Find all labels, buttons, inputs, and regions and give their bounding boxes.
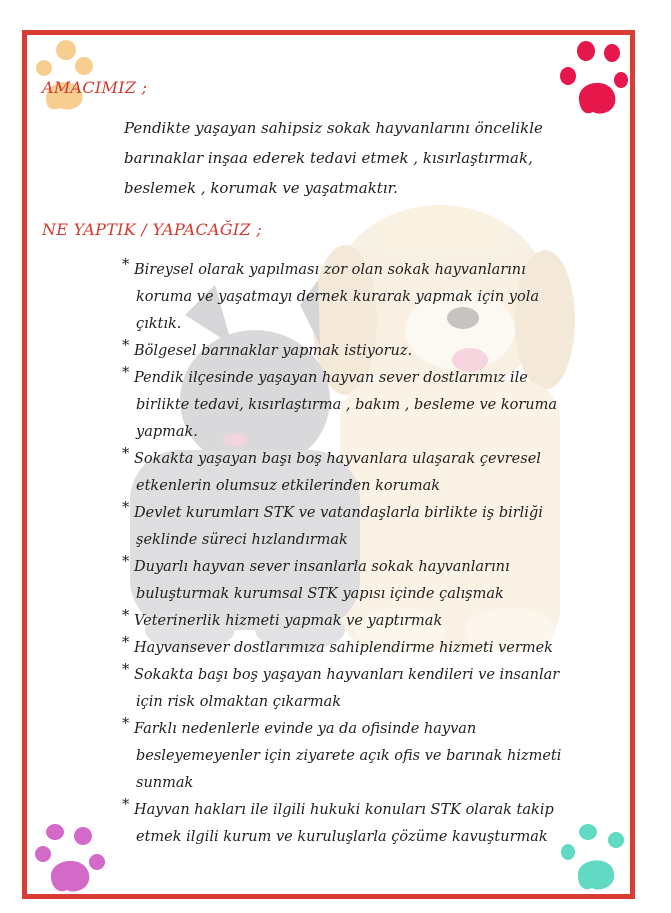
bullet-star: *: [122, 797, 130, 813]
list-item-line: Sokakta başı boş yaşayan hayvanları kendileri ve insanlar: [134, 667, 560, 683]
list-item-line: besleyemeyenler için ziyarete açık ofis ve barınak hizmeti: [136, 748, 562, 764]
list-item: [122, 446, 602, 500]
list-item-line: Hayvansever dostlarımıza sahiplendirme hizmeti vermek: [134, 640, 553, 656]
bullet-star: *: [122, 608, 130, 624]
bullet-star: *: [122, 257, 130, 273]
list-item-line: Devlet kurumları STK ve vatandaşlarla birlikte iş birliği: [134, 505, 543, 521]
bullet-star: *: [122, 500, 130, 516]
bullet-star: *: [122, 365, 130, 381]
list-item-line: Farklı nedenlerle evinde ya da ofisinde hayvan: [134, 721, 477, 737]
list-item: [122, 338, 602, 365]
list-item-line: Bölgesel barınaklar yapmak istiyoruz.: [134, 343, 413, 359]
list-item: [122, 797, 602, 851]
list-item-line: Hayvan hakları ile ilgili hukuki konuları STK olarak takip: [134, 802, 554, 818]
bullet-star: *: [122, 662, 130, 678]
bullet-star: *: [122, 446, 130, 462]
list-item-line: Sokakta yaşayan başı boş hayvanlara ulaşarak çevresel: [134, 451, 541, 467]
list-item: [122, 635, 602, 662]
list-item-line: için risk olmaktan çıkarmak: [136, 694, 342, 710]
section-heading-goal: AMACIMIZ ;: [42, 78, 148, 97]
goal-paragraph: [124, 113, 543, 203]
list-item: [122, 716, 602, 797]
list-item-line: şeklinde süreci hızlandırmak: [136, 532, 348, 548]
list-item: [122, 608, 602, 635]
list-item-line: sunmak: [136, 775, 194, 791]
list-item-line: etmek ilgili kurum ve kuruluşlarla çözüme kavuşturmak: [136, 829, 548, 845]
list-item: [122, 662, 602, 716]
list-item-line: buluşturmak kurumsal STK yapısı içinde çalışmak: [136, 586, 504, 602]
section-heading-actions: NE YAPTIK / YAPACAĞIZ ;: [42, 220, 263, 239]
list-item: [122, 257, 602, 338]
bullet-star: *: [122, 716, 130, 732]
actions-list: [122, 257, 602, 851]
list-item-line: Veterinerlik hizmeti yapmak ve yaptırmak: [134, 613, 443, 629]
list-item-line: Bireysel olarak yapılması zor olan sokak hayvanlarını: [134, 262, 526, 278]
list-item-line: etkenlerin olumsuz etkilerinden korumak: [136, 478, 441, 494]
bullet-star: *: [122, 338, 130, 354]
bullet-star: *: [122, 554, 130, 570]
list-item-line: çıktık.: [136, 316, 182, 332]
list-item-line: Duyarlı hayvan sever insanlarla sokak hayvanlarını: [134, 559, 510, 575]
goal-line: beslemek , korumak ve yaşatmaktır.: [124, 179, 398, 197]
list-item-line: Pendik ilçesinde yaşayan hayvan sever dostlarımız ile: [134, 370, 528, 386]
list-item: [122, 365, 602, 446]
list-item-line: koruma ve yaşatmayı dernek kurarak yapmak için yola: [136, 289, 539, 305]
list-item-line: yapmak.: [136, 424, 198, 440]
list-item: [122, 500, 602, 554]
bullet-star: *: [122, 635, 130, 651]
goal-line: barınaklar inşaa ederek tedavi etmek , kısırlaştırmak,: [124, 149, 533, 167]
goal-line: Pendikte yaşayan sahipsiz sokak hayvanlarını öncelikle: [124, 119, 543, 137]
list-item-line: birlikte tedavi, kısırlaştırma , bakım , besleme ve koruma: [136, 397, 558, 413]
list-item: [122, 554, 602, 608]
